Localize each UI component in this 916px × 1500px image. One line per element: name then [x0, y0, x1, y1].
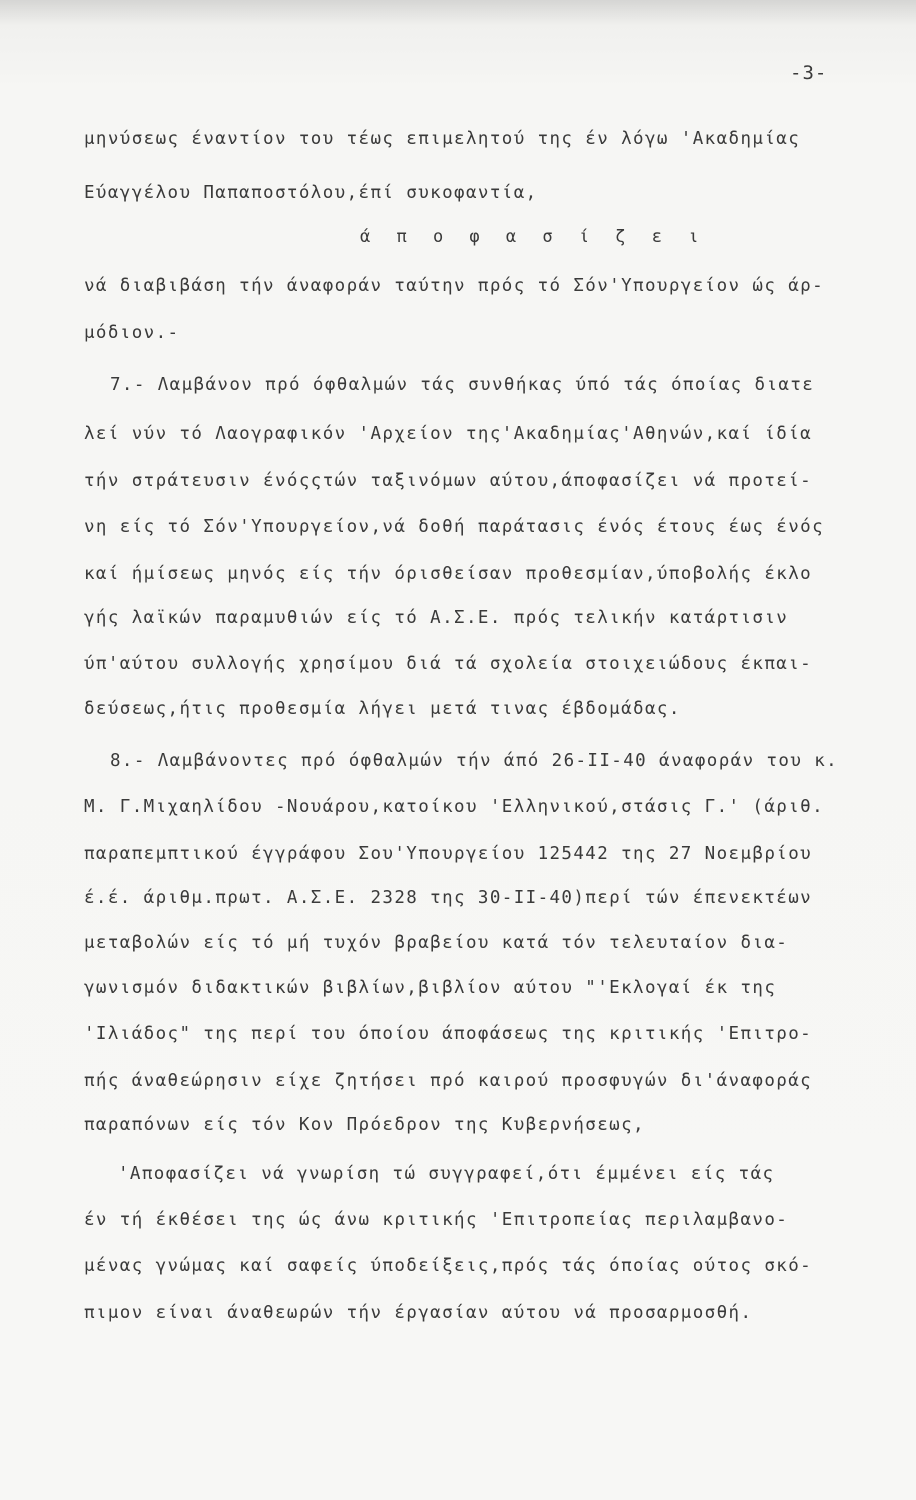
- text-line: γωνισμόν διδακτικών βιβλίων,βιβλίον αύτου "'Εκλογαί έκ της: [84, 978, 777, 998]
- text-line: 'Ιλιάδος" της περί του όποίου άποφάσεως της κριτικής 'Επιτρο-: [84, 1024, 813, 1044]
- text-line: μόδιον.-: [84, 323, 180, 343]
- text-line: παραπεμπτικού έγγράφου Σου'Υπουργείου 125442 της 27 Νοεμβρίου: [84, 844, 813, 864]
- item-8-first-line: 8.- Λαμβάνοντες πρό όφθαλμών τήν άπό 26-ΙΙ-40 άναφοράν του κ.: [110, 751, 839, 771]
- text-line: έ.έ. άριθμ.πρωτ. Α.Σ.Ε. 2328 της 30-ΙΙ-40)περί τών έπενεκτέων: [84, 888, 813, 908]
- text-line: πιμον είναι άναθεωρών τήν έργασίαν αύτου νά προσαρμοσθή.: [84, 1303, 753, 1323]
- text-line: τήν στράτευσιν ένόςςτών ταξινόμων αύτου,άποφασίζει νά προτεί-: [84, 471, 813, 491]
- text-line: γής λαϊκών παραμυθιών είς τό Α.Σ.Ε. πρός τελικήν κατάρτισιν: [84, 608, 789, 628]
- text-line: Εύαγγέλου Παπαποστόλου,έπί συκοφαντία,: [84, 183, 538, 203]
- text-line: νά διαβιβάση τήν άναφοράν ταύτην πρός τό Σόν'Υπουργείον ώς άρ-: [84, 276, 825, 296]
- decision-heading: ά π ο φ α σ ί ζ ε ι: [360, 227, 707, 247]
- text-line: παραπόνων είς τόν Κον Πρόεδρον της Κυβερνήσεως,: [84, 1115, 645, 1135]
- text-line: ύπ'αύτου συλλογής χρησίμου διά τά σχολεία στοιχειώδους έκπαι-: [84, 654, 813, 674]
- text-line: Μ. Γ.Μιχαηλίδου -Νουάρου,κατοίκου 'Ελληνικού,στάσις Γ.' (άριθ.: [84, 797, 825, 817]
- text-line: δεύσεως,ήτις προθεσμία λήγει μετά τινας έβδομάδας.: [84, 699, 681, 719]
- decision-line: 'Αποφασίζει νά γνωρίση τώ συγγραφεί,ότι έμμένει είς τάς: [118, 1164, 775, 1184]
- text-line: πής άναθεώρησιν είχε ζητήσει πρό καιρού προσφυγών δι'άναφοράς: [84, 1071, 813, 1091]
- text-line: καί ήμίσεως μηνός είς τήν όρισθείσαν προθεσμίαν,ύποβολής έκλο: [84, 564, 813, 584]
- item-7-first-line: 7.- Λαμβάνον πρό όφθαλμών τάς συνθήκας ύπό τάς όποίας διατε: [110, 375, 815, 395]
- scan-edge-shadow: [0, 0, 916, 26]
- text-line: νη είς τό Σόν'Υπουργείον,νά δοθή παράτασις ένός έτους έως ένός: [84, 517, 825, 537]
- page-number: -3-: [790, 62, 828, 84]
- text-line: μηνύσεως έναντίον του τέως επιμελητού της έν λόγω 'Ακαδημίας: [84, 129, 801, 149]
- text-line: λεί νύν τό Λαογραφικόν 'Αρχείον της'Ακαδημίας'Αθηνών,καί ίδία: [84, 424, 813, 444]
- text-line: μεταβολών είς τό μή τυχόν βραβείου κατά τόν τελευταίον δια-: [84, 933, 789, 953]
- text-line: μένας γνώμας καί σαφείς ύποδείξεις,πρός τάς όποίας ούτος σκό-: [84, 1256, 813, 1276]
- text-line: έν τή έκθέσει της ώς άνω κριτικής 'Επιτροπείας περιλαμβανο-: [84, 1210, 789, 1230]
